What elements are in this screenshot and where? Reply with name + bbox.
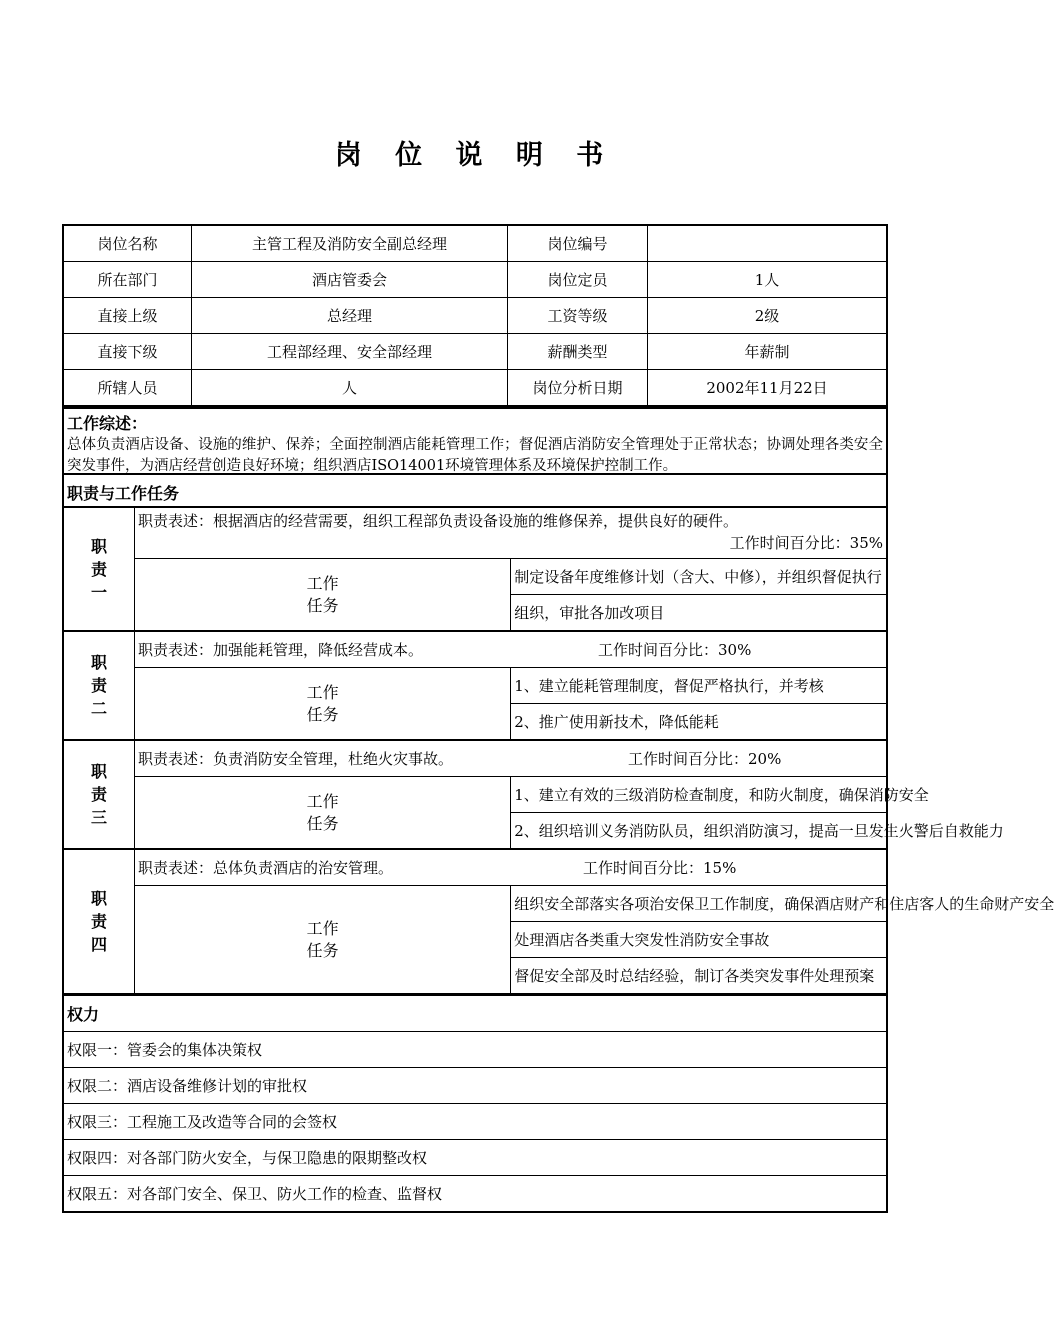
power-item: 权限三：工程施工及改造等合同的会签权 (63, 1104, 887, 1140)
task-item: 处理酒店各类重大突发性消防安全事故 (511, 922, 887, 958)
duty-statement (135, 631, 888, 668)
duty-statement-row (63, 631, 887, 668)
duty-statement-text: 职责表述：总体负责酒店的治安管理。 (138, 859, 394, 877)
info-value: 总经理 (192, 298, 508, 334)
info-value: 主管工程及消防安全副总经理 (192, 225, 508, 262)
info-value: 人 (192, 370, 508, 407)
task-label-text: 工作任务 (306, 573, 339, 615)
info-label: 直接上级 (63, 298, 192, 334)
info-label: 薪酬类型 (508, 334, 648, 370)
basic-info-table (62, 224, 888, 407)
power-row (63, 1176, 887, 1213)
power-row (63, 1104, 887, 1140)
task-item: 1、建立能耗管理制度，督促严格执行，并考核 (511, 668, 887, 704)
info-label: 岗位分析日期 (508, 370, 648, 407)
info-row (63, 298, 887, 334)
info-label: 工资等级 (508, 298, 648, 334)
power-item: 权限二：酒店设备维修计划的审批权 (63, 1068, 887, 1104)
duty-statement-row (63, 740, 887, 777)
job-description-sheet (62, 224, 1054, 1213)
duty-label-text: 职责二 (91, 653, 108, 718)
task-row (63, 886, 887, 922)
duty-label (63, 849, 135, 994)
duty-statement-text: 职责表述：根据酒店的经营需要，组织工程部负责设备设施的维修保养，提供良好的硬件。 (138, 512, 739, 530)
task-row (63, 668, 887, 704)
duty-statement-row (63, 849, 887, 886)
task-item: 2、推广使用新技术，降低能耗 (511, 704, 887, 741)
powers-table (62, 994, 888, 1213)
task-row (63, 559, 887, 595)
info-value: 年薪制 (648, 334, 888, 370)
power-row (63, 1032, 887, 1068)
task-label (135, 668, 511, 741)
info-value (648, 225, 888, 262)
duty-percent: 工作时间百分比：30% (598, 641, 752, 659)
info-row (63, 370, 887, 407)
task-label (135, 559, 511, 632)
power-item: 权限五：对各部门安全、保卫、防火工作的检查、监督权 (63, 1176, 887, 1213)
duty-statement (135, 740, 888, 777)
info-row (63, 334, 887, 370)
power-item: 权限四：对各部门防火安全，与保卫隐患的限期整改权 (63, 1140, 887, 1176)
info-row (63, 225, 887, 262)
duty-statement-text: 职责表述：负责消防安全管理，杜绝火灾事故。 (138, 750, 454, 768)
info-label: 岗位编号 (508, 225, 648, 262)
duty-statement-text: 职责表述：加强能耗管理，降低经营成本。 (138, 641, 424, 659)
duties-table (62, 507, 1054, 994)
task-item: 组织安全部落实各项治安保卫工作制度，确保酒店财产和住店客人的生命财产安全 (511, 886, 887, 922)
work-summary-heading: 工作综述： (67, 414, 148, 433)
task-label-text: 工作任务 (306, 791, 339, 833)
info-label: 岗位名称 (63, 225, 192, 262)
task-item: 督促安全部及时总结经验，制订各类突发事件处理预案 (511, 958, 887, 994)
duty-label (63, 631, 135, 740)
power-row (63, 1140, 887, 1176)
powers-heading: 权力 (63, 995, 887, 1032)
info-label: 所在部门 (63, 262, 192, 298)
task-label-text: 工作任务 (306, 682, 339, 724)
duties-heading: 职责与工作任务 (62, 473, 888, 507)
duty-percent: 工作时间百分比：20% (628, 750, 782, 768)
work-summary-text: 总体负责酒店设备、设施的维护、保养；全面控制酒店能耗管理工作；督促酒店消防安全管理处于正常状态；协调处理各类安全突发事件，为酒店经营创造良好环境；组织酒店ISO14001环境管理体系及环境保护控制工作。 (67, 437, 883, 474)
duty-statement-row (63, 508, 887, 559)
info-value: 酒店管委会 (192, 262, 508, 298)
info-value: 1人 (648, 262, 888, 298)
work-summary (62, 407, 888, 473)
info-label: 岗位定员 (508, 262, 648, 298)
duty-label (63, 740, 135, 849)
duty-label-text: 职责四 (91, 889, 108, 954)
task-item: 制定设备年度维修计划（含大、中修），并组织督促执行 (511, 559, 887, 595)
task-item: 组织，审批各加改项目 (511, 595, 887, 632)
info-row (63, 262, 887, 298)
info-value: 2级 (648, 298, 888, 334)
duty-label (63, 508, 135, 632)
task-label (135, 886, 511, 994)
task-item: 2、组织培训义务消防队员，组织消防演习，提高一旦发生火警后自救能力 (511, 813, 887, 850)
duty-statement (135, 849, 888, 886)
task-label-text: 工作任务 (306, 918, 339, 960)
power-row (63, 1068, 887, 1104)
info-label: 所辖人员 (63, 370, 192, 407)
duty-percent: 工作时间百分比：15% (583, 859, 737, 877)
info-value: 工程部经理、安全部经理 (192, 334, 508, 370)
duty-percent: 工作时间百分比：35% (729, 534, 883, 552)
duty-label-text: 职责一 (91, 536, 108, 602)
page-title: 岗 位 说 明 书 (334, 140, 616, 171)
duty-label-text: 职责三 (91, 762, 108, 827)
power-item: 权限一：管委会的集体决策权 (63, 1032, 887, 1068)
task-item: 1、建立有效的三级消防检查制度，和防火制度，确保消防安全 (511, 777, 887, 813)
task-row (63, 777, 887, 813)
info-label: 直接下级 (63, 334, 192, 370)
powers-heading-row (63, 995, 887, 1032)
duty-statement (135, 508, 888, 559)
info-value: 2002年11月22日 (648, 370, 888, 407)
task-label (135, 777, 511, 850)
